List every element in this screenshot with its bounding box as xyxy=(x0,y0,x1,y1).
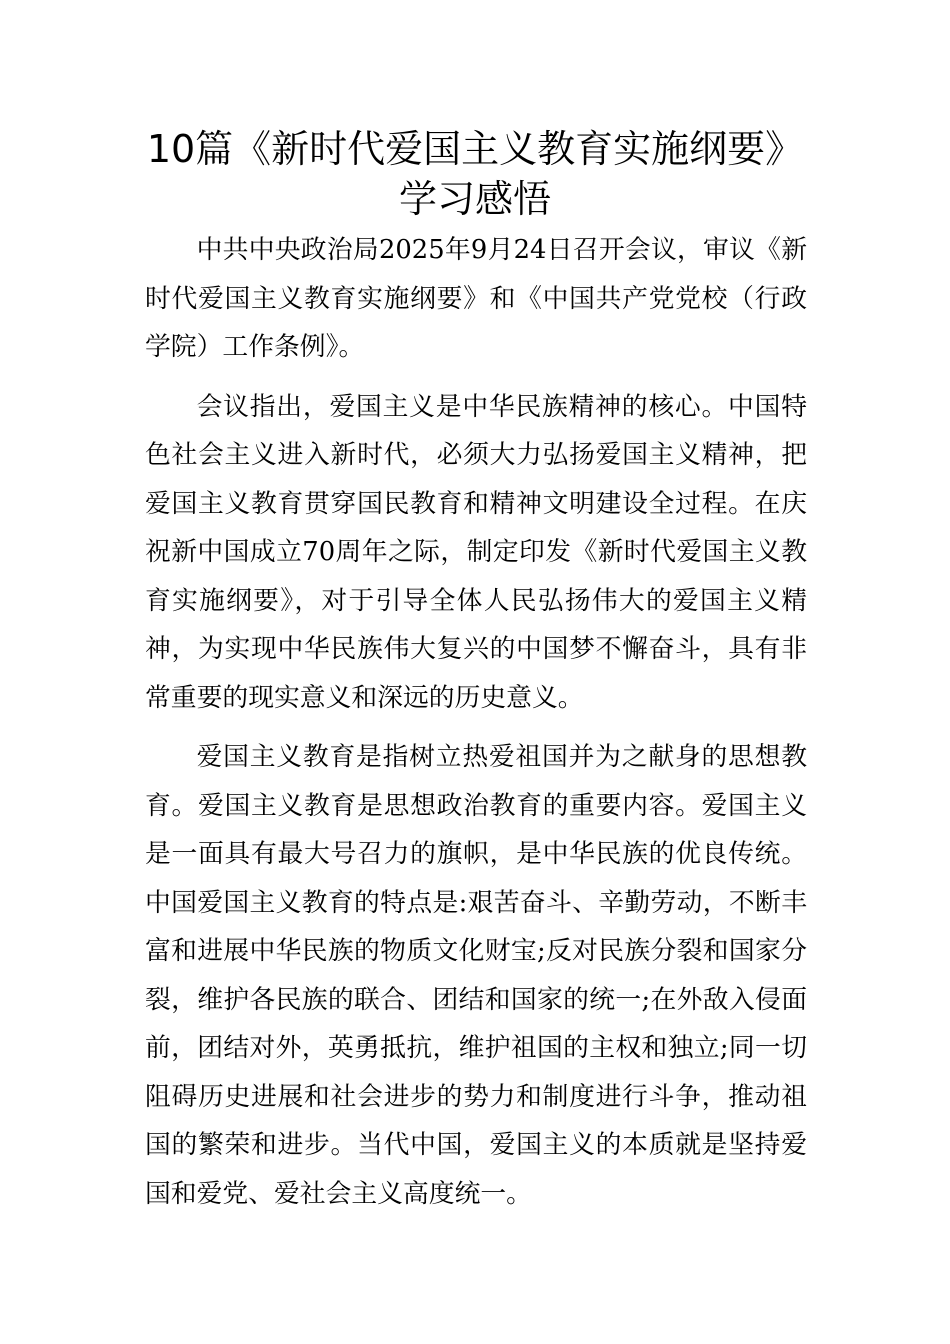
paragraph-meeting-points: 会议指出，爱国主义是中华民族精神的核心。中国特色社会主义进入新时代，必须大力弘扬爱国主义精神，把爱国主义教育贯穿国民教育和精神文明建设全过程。在庆祝新中国成立70周年之际，制定印发《新时代爱国主义教育实施纲要》，对于引导全体人民弘扬伟大的爱国主义精神，为实现中华民族伟大复兴的中国梦不懈奋斗，具有非常重要的现实意义和深远的历史意义。 xyxy=(145,391,807,713)
document-body xyxy=(145,226,807,1229)
paragraph-meeting-review: 中共中央政治局2025年9月24日召开会议，审议《新时代爱国主义教育实施纲要》和《中国共产党党校（行政学院）工作条例》。 xyxy=(145,235,807,362)
paragraph-patriotic-education: 爱国主义教育是指树立热爱祖国并为之献身的思想教育。爱国主义教育是思想政治教育的重要内容。爱国主义是一面具有最大号召力的旗帜，是中华民族的优良传统。中国爱国主义教育的特点是:艰苦奋斗、辛勤劳动，不断丰富和进展中华民族的物质文化财宝;反对民族分裂和国家分裂，维护各民族的联合、团结和国家的统一;在外敌入侵面前，团结对外，英勇抵抗，维护祖国的主权和独立;同一切阻碍历史进展和社会进步的势力和制度进行斗争，推动祖国的繁荣和进步。当代中国，爱国主义的本质就是坚持爱国和爱党、爱社会主义高度统一。 xyxy=(145,742,807,1209)
document-title: 10篇《新时代爱国主义教育实施纲要》学习感悟 xyxy=(146,127,804,221)
